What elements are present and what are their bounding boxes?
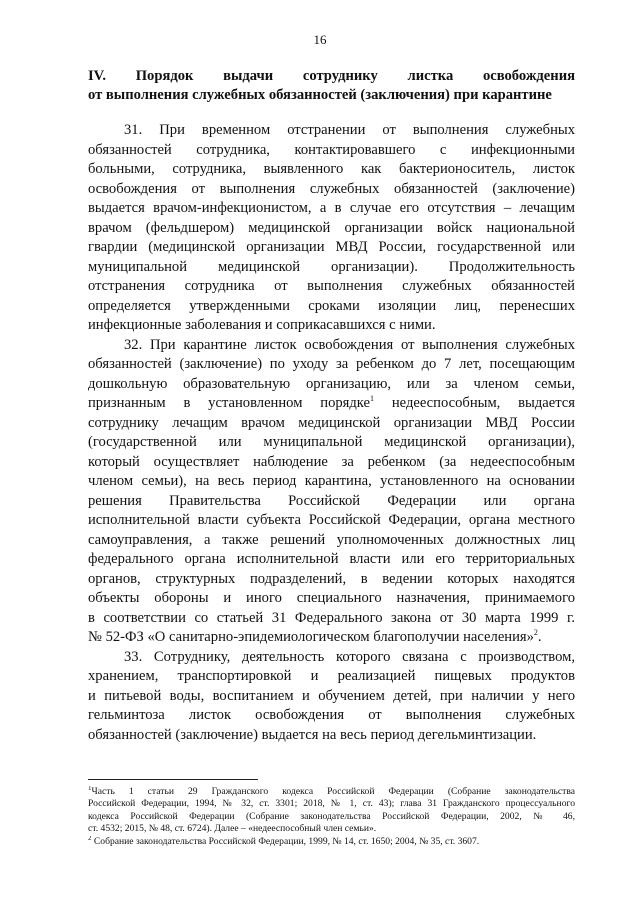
footnotes: [88, 786, 575, 848]
text-fragment: признанным в установленном порядке: [88, 395, 371, 411]
footnote-1: [88, 786, 575, 798]
text-line: сотруднику лечащим врачом медицинской организации МВД России: [88, 414, 575, 431]
footnote-marker: 1: [88, 786, 92, 792]
text-line: исполнительной власти субъекта Российской Федерации, органа местного: [88, 512, 575, 528]
text-line: в соответствии со статьей 31 Федерального закона от 30 марта 1999 г.: [88, 609, 575, 626]
text-fragment: № 52-ФЗ «О санитарно-эпидемиологическом благополучии населения»: [88, 629, 534, 645]
text-line: гельминтоза листок освобождения от выполнения служебных: [88, 707, 575, 723]
body-text: [88, 121, 575, 745]
paragraph-33: [88, 648, 575, 746]
footnote-ref-2[interactable]: 2: [533, 628, 538, 638]
text-line: гвардии (медицинской организации МВД России, государственной или: [88, 239, 575, 255]
text-line: освобождения от выполнения служебных обязанностей (заключение): [88, 180, 575, 197]
text-line: и питьевой воды, воспитанием и обучением детей, при наличии у него: [88, 687, 575, 704]
text-line: членом семьи), на весь период карантина, установленного на основании: [88, 473, 575, 489]
text-line: отстранения сотрудника от выполнения служебных обязанностей: [88, 278, 575, 294]
paragraph-32: [88, 336, 575, 648]
footnote-2: [88, 836, 575, 848]
text-line: органов, структурных подразделений, в ведении которых находятся: [88, 570, 575, 587]
text-fragment: недееспособным, выдается: [374, 395, 575, 411]
text-line: выдается врачом-инфекционистом, а в случае его отсутствия – лечащим: [88, 200, 575, 216]
footnote-marker: 2: [88, 835, 92, 842]
text-line: самоуправления, а также решений уполномоченных должностных лиц: [88, 531, 575, 548]
footnote-text: Часть 1 статьи 29 Гражданского кодекса Российской Федерации (Собрание законодательства: [91, 786, 575, 797]
text-line: [88, 394, 575, 414]
text-line: 31. При временном отстранении от выполнения служебных: [124, 122, 575, 138]
text-line: (государственной или муниципальной медицинской организации),: [88, 434, 575, 450]
text-line: [88, 628, 575, 648]
section-heading-line: от выполнения служебных обязанностей (заключения) при карантине: [88, 87, 552, 103]
footnote-line: кодекса Российской Федерации (Собрание законодательства Российской Федерации, 2002, № 46,: [88, 810, 575, 822]
text-line: 32. При карантине листок освобождения от выполнения служебных: [124, 336, 575, 353]
text-line: 33. Сотруднику, деятельность которого связана с производством,: [124, 648, 575, 665]
page-number: 16: [313, 32, 327, 47]
footnote-line: Российской Федерации, 1994, № 32, ст. 3301; 2018, № 1, ст. 43); глава 31 Гражданского процессуального: [88, 798, 575, 810]
text-line: который осуществляет наблюдение за ребенком (за недееспособным: [88, 453, 575, 470]
text-line: обязанностей (заключение) выдается на весь период дегельминтизации.: [88, 726, 537, 743]
footnote-ref-1[interactable]: 1: [370, 394, 375, 404]
text-line: определяется утвержденными сроками изоляции лиц, перенесших: [88, 297, 575, 314]
text-line: дошкольную образовательную организацию, или за членом семьи,: [88, 375, 575, 392]
footnote-line: ст. 4532; 2015, № 48, ст. 6724). Далее – «недееспособный член семьи».: [88, 823, 377, 835]
text-line: обязанностей (заключение) по уходу за ребенком до 7 лет, посещающим: [88, 356, 575, 372]
text-line: больными, сотрудника, выявленного как бактерионоситель, листок: [88, 161, 575, 177]
text-line: решения Правительства Российской Федерации или органа: [88, 492, 575, 509]
section-heading-line: IV. Порядок выдачи сотруднику листка освобождения: [88, 68, 575, 84]
text-line: хранением, транспортировкой и реализацией пищевых продуктов: [88, 668, 575, 684]
text-line: инфекционные заболевания и соприкасавшихся с ними.: [88, 317, 436, 333]
text-fragment: .: [537, 629, 542, 645]
text-line: федерального органа исполнительной власти или его территориальных: [88, 551, 575, 567]
text-line: муниципальной медицинской организации). Продолжительность: [88, 258, 575, 275]
footnote-text: Собрание законодательства Российской Федерации, 1999, № 14, ст. 1650; 2004, № 35, ст. 3607.: [91, 835, 480, 847]
footnote-divider: [88, 779, 258, 780]
text-line: врачом (фельдшером) медицинской организации войск национальной: [88, 219, 575, 236]
text-line: объекты обороны и иного специального назначения, принимаемого: [88, 590, 575, 606]
section-heading: [88, 67, 575, 105]
paragraph-31: [88, 121, 575, 336]
text-line: обязанностей сотрудника, контактировавшего с инфекционными: [88, 141, 575, 158]
